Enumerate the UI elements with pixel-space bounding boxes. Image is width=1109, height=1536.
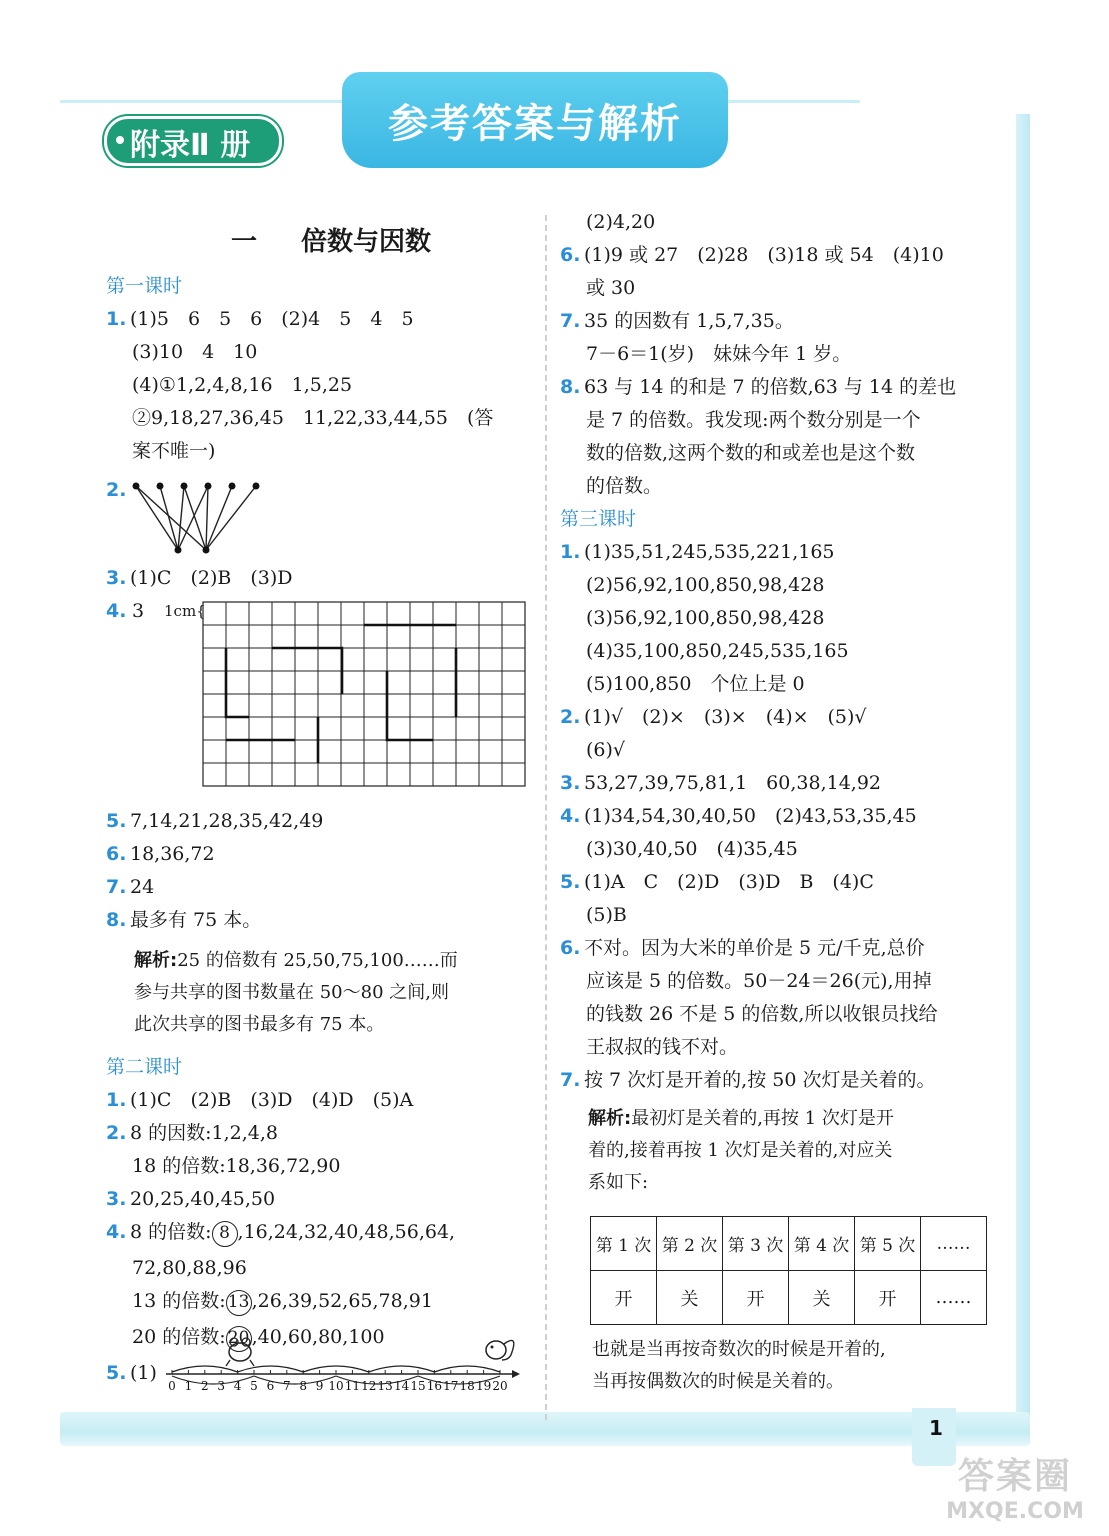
unit-name: 倍数与因数 bbox=[301, 227, 432, 257]
number-line-label: 12 bbox=[361, 1379, 377, 1393]
table-cell: 关 bbox=[789, 1271, 855, 1325]
answer-text: 按 7 次灯是开着的,按 50 次灯是关着的。 bbox=[584, 1069, 936, 1091]
number-line-label: 18 bbox=[459, 1379, 475, 1393]
answer-text: (5)B bbox=[586, 904, 627, 926]
number-line-label: 13 bbox=[377, 1379, 393, 1393]
answer-text: 的倍数。 bbox=[586, 475, 663, 497]
answer-text: 13 的倍数: bbox=[132, 1290, 226, 1312]
answer-text: (1)5 6 5 6 (2)4 5 4 5 bbox=[130, 308, 414, 330]
number-line-label: 8 bbox=[299, 1379, 308, 1393]
explanation-text: 系如下: bbox=[588, 1172, 649, 1193]
table-row bbox=[591, 1271, 987, 1325]
answer-text: (2)4,20 bbox=[586, 211, 656, 233]
answer-text: 24 bbox=[130, 876, 155, 898]
explanation-tag: 解析: bbox=[134, 950, 178, 971]
question-number: 1. bbox=[106, 1089, 127, 1111]
answer-text: (1)34,54,30,40,50 (2)43,53,35,45 bbox=[584, 805, 917, 827]
page-number: 1 bbox=[929, 1416, 943, 1440]
question-number: 2. bbox=[106, 1122, 127, 1144]
number-line-label: 9 bbox=[315, 1379, 324, 1393]
answer-text: 3 bbox=[132, 600, 145, 622]
answer-text: 应该是 5 的倍数。50－24＝26(元),用掉 bbox=[586, 970, 932, 992]
number-line-label: 6 bbox=[266, 1379, 275, 1393]
conclusion-block bbox=[592, 1334, 992, 1398]
answer-text: ,40,60,80,100 bbox=[251, 1326, 385, 1348]
explanation-text: 最初灯是关着的,再按 1 次灯是开 bbox=[631, 1108, 894, 1129]
answer-text: (5)100,850 个位上是 0 bbox=[586, 673, 805, 695]
table-cell: 第 5 次 bbox=[855, 1217, 921, 1271]
right-column bbox=[560, 206, 1000, 1199]
answer-text: (1)C (2)B (3)D (4)D (5)A bbox=[130, 1089, 414, 1111]
question-number: 1. bbox=[106, 308, 127, 330]
question-number: 3. bbox=[106, 567, 127, 589]
explanation-tag: 解析: bbox=[588, 1108, 632, 1129]
number-line-label: 5 bbox=[250, 1379, 258, 1393]
explanation-text: 参与共享的图书数量在 50～80 之间,则 bbox=[134, 982, 449, 1003]
question-number: 5. bbox=[560, 871, 581, 893]
number-line-label: 0 bbox=[168, 1379, 176, 1393]
explanation-block bbox=[106, 945, 536, 1041]
answer-text: (6)√ bbox=[586, 739, 626, 761]
answer-text: (3)30,40,50 (4)35,45 bbox=[586, 838, 798, 860]
circled-number: 13 bbox=[226, 1290, 252, 1316]
table-cell: 第 3 次 bbox=[723, 1217, 789, 1271]
table-cell: …… bbox=[921, 1271, 987, 1325]
explanation-text: 着的,接着再按 1 次灯是关着的,对应关 bbox=[588, 1140, 893, 1161]
question-number: 1. bbox=[560, 541, 581, 563]
answer-text: (1)√ (2)× (3)× (4)× (5)√ bbox=[584, 706, 867, 728]
lesson-heading: 第二课时 bbox=[106, 1056, 183, 1078]
watermark bbox=[930, 1448, 1100, 1528]
number-line-label: 16 bbox=[426, 1379, 443, 1393]
answer-text: 35 的因数有 1,5,7,35。 bbox=[584, 310, 794, 332]
answer-text: 18,36,72 bbox=[130, 843, 215, 865]
answer-text: (2)56,92,100,850,98,428 bbox=[586, 574, 825, 596]
number-line-label: 14 bbox=[393, 1379, 410, 1393]
answer-text: (3)10 4 10 bbox=[132, 341, 258, 363]
column-divider bbox=[545, 215, 547, 1420]
answer-text: 63 与 14 的和是 7 的倍数,63 与 14 的差也 bbox=[584, 376, 957, 398]
answer-text: 不对。因为大米的单价是 5 元/千克,总价 bbox=[584, 937, 925, 959]
answer-text: 数的倍数,这两个数的和或差也是这个数 bbox=[586, 442, 916, 464]
circled-number: 20 bbox=[226, 1326, 252, 1352]
answer-text: (4)①1,2,4,8,16 1,5,25 bbox=[132, 374, 353, 396]
answer-text: (1)C (2)B (3)D bbox=[130, 567, 293, 589]
answer-text: 53,27,39,75,81,1 60,38,14,92 bbox=[584, 772, 881, 794]
number-line-label: 11 bbox=[344, 1379, 361, 1393]
table-row bbox=[591, 1217, 987, 1271]
number-line-figure bbox=[162, 1330, 522, 1400]
light-switch-table bbox=[590, 1216, 987, 1325]
question-number: 7. bbox=[106, 876, 127, 898]
answer-text: (4)35,100,850,245,535,165 bbox=[586, 640, 849, 662]
number-line-label: 19 bbox=[475, 1379, 492, 1393]
question-number: 3. bbox=[560, 772, 581, 794]
explanation-text: 此次共享的图书最多有 75 本。 bbox=[134, 1014, 385, 1035]
answer-text: 最多有 75 本。 bbox=[130, 909, 262, 931]
answer-text: 7－6＝1(岁) 妹妹今年 1 岁。 bbox=[586, 343, 852, 365]
number-line-label: 17 bbox=[443, 1379, 459, 1393]
question-number: 5. bbox=[106, 1362, 127, 1384]
unit-title bbox=[106, 222, 536, 270]
table-cell: …… bbox=[921, 1217, 987, 1271]
page-title: 参考答案与解析 bbox=[388, 101, 682, 147]
question-number: 8. bbox=[560, 376, 581, 398]
answer-text: 20 的倍数: bbox=[132, 1326, 226, 1348]
answer-text: 20,25,40,45,50 bbox=[130, 1188, 276, 1210]
watermark-line1: 答案圈 bbox=[957, 1456, 1072, 1497]
answer-text: (3)56,92,100,850,98,428 bbox=[586, 607, 825, 629]
question-number: 3. bbox=[106, 1188, 127, 1210]
table-cell: 第 2 次 bbox=[657, 1217, 723, 1271]
answer-text: 8 的因数:1,2,4,8 bbox=[130, 1122, 279, 1144]
answer-text: 的钱数 26 不是 5 的倍数,所以收银员找给 bbox=[586, 1003, 938, 1025]
answer-text: 7,14,21,28,35,42,49 bbox=[130, 810, 324, 832]
answer-text: ,16,24,32,40,48,56,64, bbox=[237, 1221, 456, 1243]
question-number: 6. bbox=[560, 244, 581, 266]
question-number: 7. bbox=[560, 1069, 581, 1091]
question-number: 6. bbox=[106, 843, 127, 865]
answer-text: (1)A C (2)D (3)D B (4)C bbox=[584, 871, 874, 893]
answer-text: 或 30 bbox=[586, 277, 636, 299]
squirrel-icon bbox=[486, 1340, 514, 1360]
number-line-label: 15 bbox=[410, 1379, 426, 1393]
answer-text: 是 7 的倍数。我发现:两个数分别是一个 bbox=[586, 409, 921, 431]
lesson-heading: 第一课时 bbox=[106, 275, 183, 297]
table-cell: 开 bbox=[591, 1271, 657, 1325]
answer-text: (1)9 或 27 (2)28 (3)18 或 54 (4)10 bbox=[584, 244, 944, 266]
question-number: 4. bbox=[106, 1221, 127, 1243]
explanation-block bbox=[560, 1103, 1000, 1199]
answer-text: 18 的倍数:18,36,72,90 bbox=[132, 1155, 341, 1177]
conclusion-text: 也就是当再按奇数次的时候是开着的, bbox=[592, 1339, 886, 1360]
circled-number: 8 bbox=[212, 1221, 238, 1247]
number-line-label: 1 bbox=[184, 1379, 193, 1393]
question-number: 6. bbox=[560, 937, 581, 959]
table-cell: 关 bbox=[657, 1271, 723, 1325]
matching-lines-diagram bbox=[132, 468, 332, 558]
number-line-label: 10 bbox=[328, 1379, 344, 1393]
table-cell: 开 bbox=[855, 1271, 921, 1325]
unit-number: 一 bbox=[230, 227, 257, 257]
question-number: 8. bbox=[106, 909, 127, 931]
answer-text: 王叔叔的钱不对。 bbox=[586, 1036, 739, 1058]
conclusion-text: 当再按偶数次的时候是关着的。 bbox=[592, 1371, 844, 1392]
answer-text: 72,80,88,96 bbox=[132, 1257, 247, 1279]
answer-text: ,26,39,52,65,78,91 bbox=[251, 1290, 433, 1312]
answer-text: (1) bbox=[130, 1362, 157, 1384]
answer-text: (1)35,51,245,535,221,165 bbox=[584, 541, 835, 563]
question-number: 4. bbox=[106, 600, 127, 622]
volume-badge-label: 附录Ⅱ 册 bbox=[130, 128, 251, 163]
answer-text: 8 的倍数: bbox=[130, 1221, 212, 1243]
grid-answer bbox=[106, 595, 536, 805]
number-line-label: 2 bbox=[200, 1379, 209, 1393]
question-number: 2. bbox=[560, 706, 581, 728]
number-line-label: 20 bbox=[492, 1379, 508, 1393]
number-line-label: 4 bbox=[233, 1379, 242, 1393]
table-cell: 第 4 次 bbox=[789, 1217, 855, 1271]
lesson-heading: 第三课时 bbox=[560, 508, 637, 530]
question-number: 7. bbox=[560, 310, 581, 332]
scale-label: 1cm{ bbox=[164, 602, 206, 620]
badge-dot-icon bbox=[116, 136, 124, 144]
number-line-label: 3 bbox=[217, 1379, 226, 1393]
matching-graph bbox=[106, 468, 536, 558]
answer-text: ②9,18,27,36,45 11,22,33,44,55 (答 bbox=[132, 407, 494, 429]
frog-icon bbox=[226, 1338, 254, 1366]
question-number: 5. bbox=[106, 810, 127, 832]
explanation-text: 25 的倍数有 25,50,75,100……而 bbox=[177, 950, 458, 971]
answer-text: 案不唯一) bbox=[132, 440, 216, 462]
table-cell: 第 1 次 bbox=[591, 1217, 657, 1271]
table-cell: 开 bbox=[723, 1271, 789, 1325]
watermark-line2: MXQE.COM bbox=[946, 1499, 1084, 1524]
square-grid-drawing bbox=[202, 601, 532, 791]
question-number: 2. bbox=[106, 479, 127, 501]
right-edge-band bbox=[1016, 114, 1030, 1444]
number-line-svg bbox=[162, 1330, 522, 1400]
question-number: 4. bbox=[560, 805, 581, 827]
left-column bbox=[106, 222, 536, 1390]
number-line-label: 7 bbox=[282, 1379, 291, 1393]
